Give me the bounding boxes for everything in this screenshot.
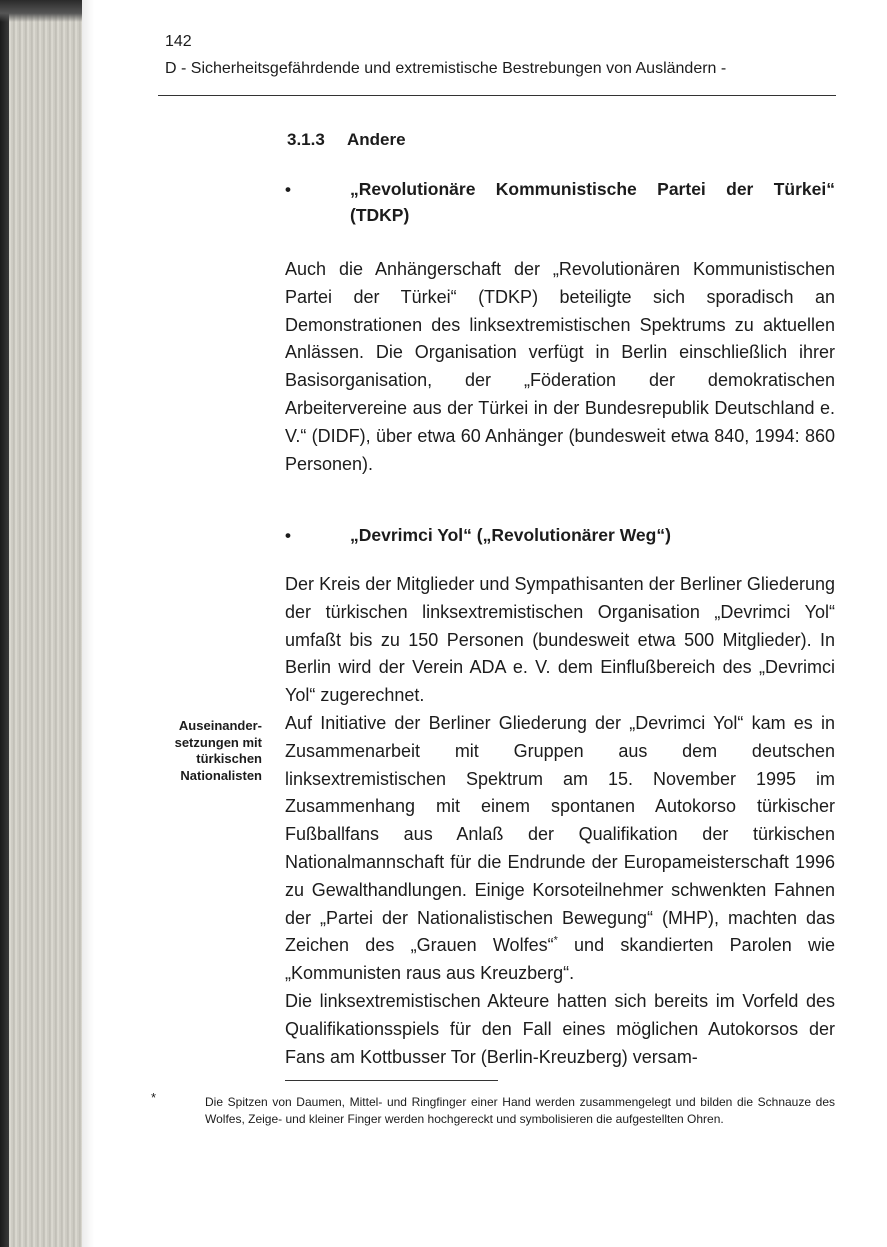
section-title: Andere [347,130,406,149]
incident-text: Auf Initiative der Berliner Gliederung der „Devrimci Yol“ kam es in Zusammenarbeit mit Gruppen aus dem deutschen linksextremistischen Spektrum am 15. November 1995 im Zusammenhang mit einem spontanen Autokorso türkischer Fußballfans aus Anlaß der Qualifikation der türkischen Nationalmannschaft für die Endrunde der Europameisterschaft 1996 zu Gewalthandlungen. Einige Korsoteilnehmer schwenkten Fahnen der „Partei der Nationalistischen Bewegung“ (MHP), machten das Zeichen des „Grauen Wolfes“ [285,712,835,956]
section-heading [287,130,406,150]
section-number: 3.1.3 [287,130,325,149]
header-rule [158,95,836,96]
bullet-icon: • [285,180,291,199]
bullet-icon: • [285,526,291,545]
paragraph-devrimci-yol-members: Der Kreis der Mitglieder und Sympathisanten der Berliner Gliederung der türkischen linksextremistischen Organisation „Devrimci Yol“ umfaßt bis zu 150 Personen (bundesweit etwa 500 Mitglieder). In Berlin wird der Verein ADA e. V. dem Einflußbereich des „Devrimci Yol“ zugerechnet. [285,574,835,706]
margin-note [112,718,262,784]
paragraph-devrimci-yol-actors: Die linksextremistischen Akteure hatten sich bereits im Vorfeld des Qualifikationsspiels für den Fall eines möglichen Autokorsos der Fans am Kottbusser Tor (Berlin-Kreuzberg) versam- [285,990,835,1067]
running-head: D - Sicherheitsgefährdende und extremistische Bestrebungen von Ausländern - [165,60,727,77]
footnote-reference: * [553,934,558,947]
margin-note-line: türkischen [196,751,262,766]
binding-gutter-shadow [82,0,94,1247]
subsection-title-devrimci-yol: „Devrimci Yol“ („Revolutionärer Weg“) [350,525,671,545]
binding-top-shadow [0,0,82,22]
page-number: 142 [165,33,192,50]
paragraph-tdkp: Auch die Anhängerschaft der „Revolutionären Kommunistischen Partei der Türkei“ (TDKP) beteiligte sich sporadisch an Demonstrationen des linksextremistischen Spektrums zu aktuellen Anlässen. Die Organisation verfügt in Berlin einschließlich ihrer Basisorganisation, der „Föderation der demokratischen Arbeitervereine aus der Türkei in der Bundesrepublik Deutschland e. V.“ (DIDF), über etwa 60 Anhänger (bundesweit etwa 840, 1994: 860 Personen). [285,259,835,474]
subsection-title-tdkp: „Revolutionäre Kommunistische Partei der Türkei“ (TDKP) [350,179,835,225]
footnote-rule [285,1080,498,1081]
paragraph-devrimci-yol-incident [285,710,835,988]
paragraph-devrimci-yol-body [285,571,835,1071]
margin-note-line: Nationalisten [180,767,262,783]
margin-note-line: Auseinander- [178,718,262,733]
binding-dark-strip [0,0,9,1247]
margin-note-line: setzungen mit [174,734,262,750]
book-binding-edge [0,0,82,1247]
footnote-text: Die Spitzen von Daumen, Mittel- und Ringfinger einer Hand werden zusammengelegt und bilden die Schnauze des Wolfes, Zeige- und kleiner Finger werden hochgereckt und symbolisieren die aufgestellten Ohren. [205,1095,835,1126]
incident-text-continued: und skandierten Parolen wie „Kommunisten raus aus Kreuzberg“. [285,935,835,984]
footnote-mark: * [151,1090,157,1105]
